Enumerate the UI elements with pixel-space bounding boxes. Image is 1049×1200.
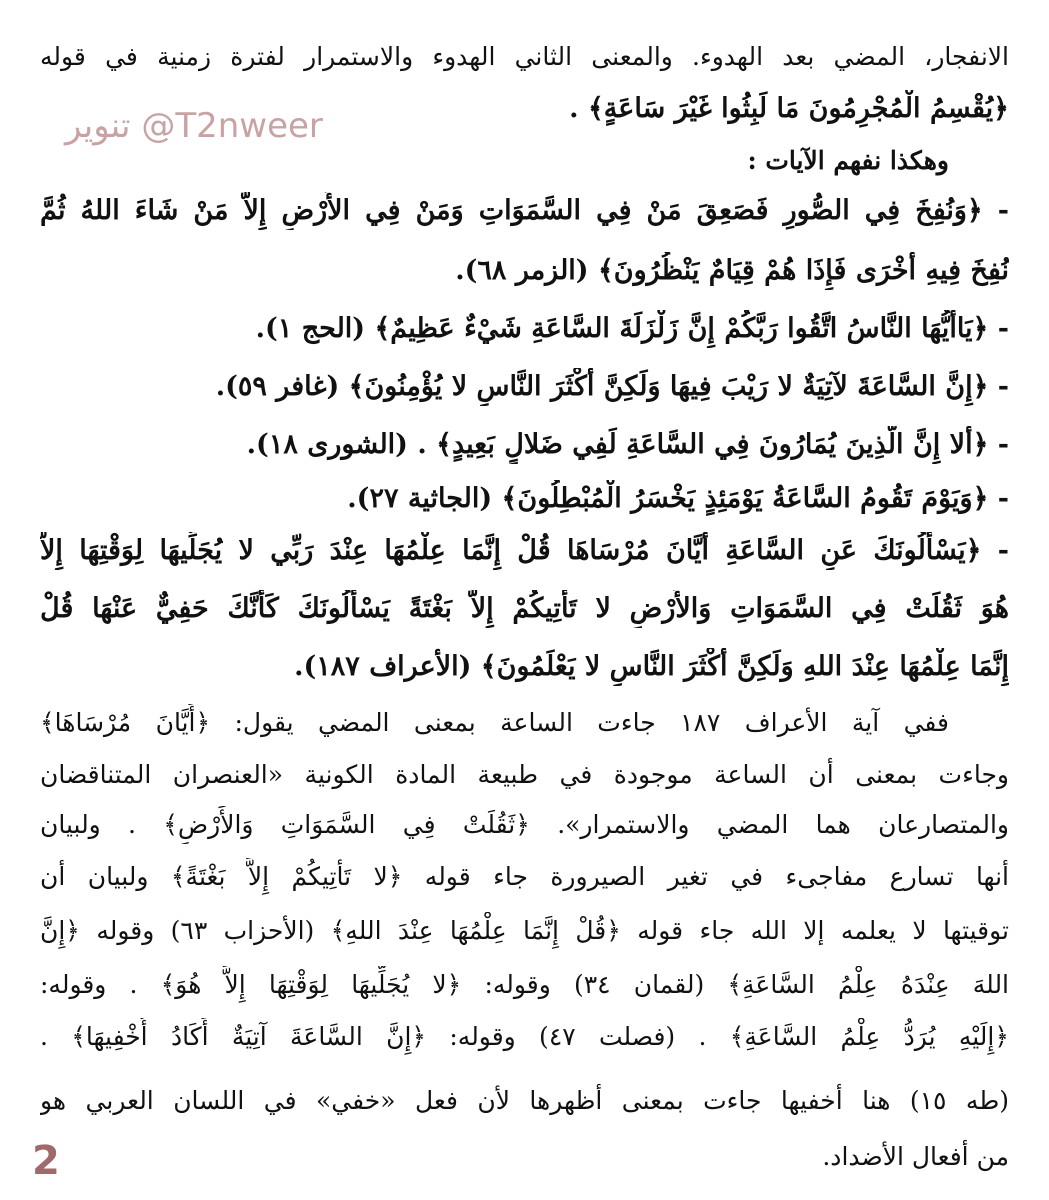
text-line-1: الانفجار، المضي بعد الهدوء. والمعنى الثاني الهدوء والاستمرار لفترة زمنية في قوله [40, 42, 1009, 71]
list-item-5: - ﴿وَيَوْمَ تَقُومُ السَّاعَةُ يَوْمَئِذٍ يَخْسَرُ الْمُبْطِلُونَ﴾ (الجاثية ٢٧). [347, 483, 1009, 514]
paragraph-line-8: (طه ١٥) هنا أخفيها جاءت بمعنى أظهرها لأن فعل «خفي» في اللسان العربي هو [40, 1086, 1009, 1115]
paragraph-line-3: والمتصارعان هما المضي والاستمرار». ﴿ثَقُلَتْ فِي السَّمَوَاتِ وَالأَرْضِ﴾ . ولبيان [40, 810, 1009, 839]
paragraph-line-1: ففي آية الأعراف ١٨٧ جاءت الساعة بمعنى المضي يقول: ﴿أَيَّانَ مُرْسَاهَا﴾ [40, 708, 950, 737]
watermark: تنوير @T2nweer [65, 106, 323, 146]
list-item-2: - ﴿يَاأَيُّهَا النَّاسُ اتَّقُوا رَبَّكُمْ إِنَّ زَلْزَلَةَ السَّاعَةِ شَيْءٌ عَظِيمٌ﴾ (الحج ١). [255, 313, 1009, 344]
paragraph-line-9: من أفعال الأضداد. [822, 1142, 1009, 1171]
paragraph-line-2: وجاءت بمعنى أن الساعة موجودة في طبيعة المادة الكونية «العنصران المتناقضان [40, 760, 1009, 789]
paragraph-line-6: اللهَ عِنْدَهُ عِلْمُ السَّاعَةِ﴾ (لقمان ٣٤) وقوله: ﴿لا يُجَلِّيهَا لِوَقْتِهَا إِلاَّ هُوَ﴾ . وقوله: [40, 970, 1009, 999]
page-number: 2 [32, 1138, 60, 1184]
text-line-2: ﴿يُقْسِمُ الْمُجْرِمُونَ مَا لَبِثُوا غَيْرَ سَاعَةٍ﴾ . [569, 93, 1009, 124]
list-item-6-line-1: - ﴿يَسْأَلُونَكَ عَنِ السَّاعَةِ أَيَّانَ مُرْسَاهَا قُلْ إِنَّمَا عِلْمُهَا عِنْدَ رَبِّي لا يُجَلِّيهَا لِوَقْتِهَا إِلاَّ [40, 535, 1009, 566]
list-item-6-line-2: هُوَ ثَقُلَتْ فِي السَّمَوَاتِ وَالأَرْضِ لا تَأْتِيكُمْ إِلاَّ بَغْتَةً يَسْأَلُونَكَ كَأَنَّكَ حَفِيٌّ عَنْهَا قُلْ [40, 593, 1009, 624]
list-item-4: - ﴿أَلا إِنَّ الَّذِينَ يُمَارُونَ فِي السَّاعَةِ لَفِي ضَلالٍ بَعِيدٍ﴾ . (الشورى ١٨). [246, 429, 1009, 460]
text-line-3: وهكذا نفهم الآيات : [747, 146, 949, 175]
list-item-3: - ﴿إِنَّ السَّاعَةَ لآتِيَةٌ لا رَيْبَ فِيهَا وَلَكِنَّ أَكْثَرَ النَّاسِ لا يُؤْمِنُونَ﴾ (غافر ٥٩). [215, 371, 1009, 402]
list-item-1-line-2: نُفِخَ فِيهِ أُخْرَى فَإِذَا هُمْ قِيَامٌ يَنْظُرُونَ﴾ (الزمر ٦٨). [455, 255, 1009, 286]
paragraph-line-4: أنها تسارع مفاجىء في تغير الصيرورة جاء قوله ﴿لا تَأْتِيكُمْ إِلاَّ بَغْتَةً﴾ ولبيان أن [40, 862, 1009, 891]
list-item-6-line-3: إِنَّمَا عِلْمُهَا عِنْدَ اللهِ وَلَكِنَّ أَكْثَرَ النَّاسِ لا يَعْلَمُونَ﴾ (الأعراف ١٨٧). [294, 651, 1009, 682]
paragraph-line-7: ﴿إِلَيْهِ يُرَدُّ عِلْمُ السَّاعَةِ﴾ . (فصلت ٤٧) وقوله: ﴿إِنَّ السَّاعَةَ آتِيَةٌ أَكَادُ أُخْفِيهَا﴾ . [40, 1022, 1009, 1051]
paragraph-line-5: توقيتها لا يعلمه إلا الله جاء قوله ﴿قُلْ إِنَّمَا عِلْمُهَا عِنْدَ اللهِ﴾ (الأحزاب ٦٣) وقوله ﴿إِنَّ [40, 916, 1009, 945]
list-item-1-line-1: - ﴿وَنُفِخَ فِي الصُّورِ فَصَعِقَ مَنْ فِي السَّمَوَاتِ وَمَنْ فِي الأَرْضِ إِلاَّ مَنْ شَاءَ اللهُ ثُمَّ [40, 195, 1009, 226]
